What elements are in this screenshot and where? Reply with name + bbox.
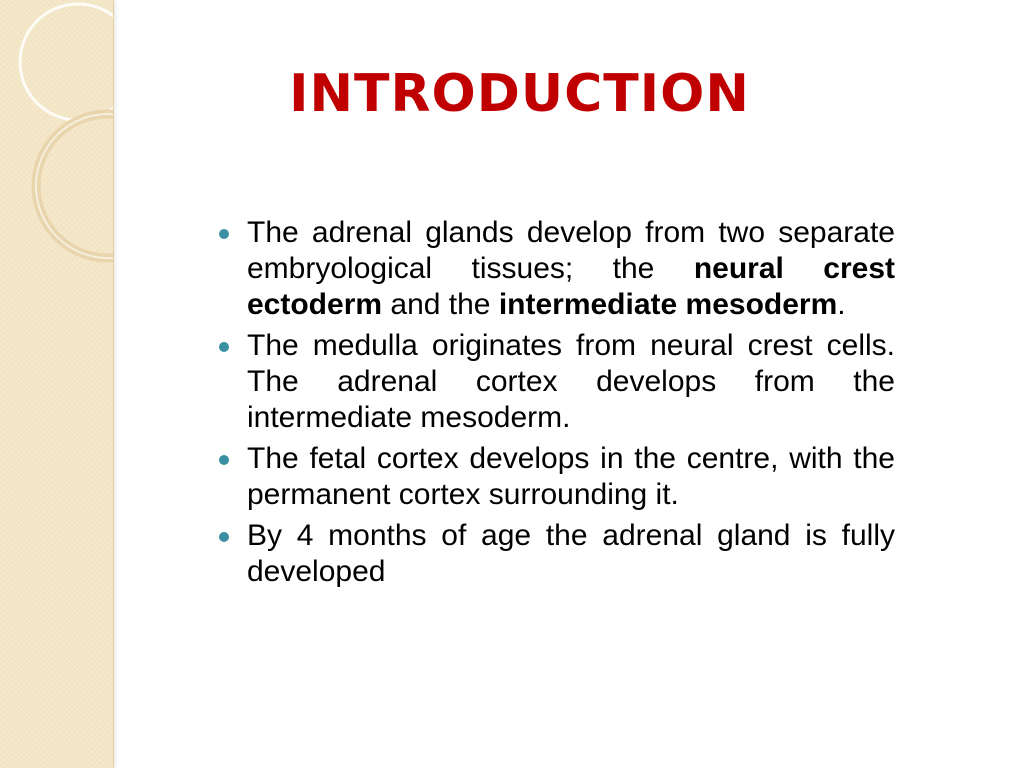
bullet-bold-text: neural crest ectoderm [247, 252, 895, 321]
bullet-item [213, 215, 895, 323]
bullet-text: . [837, 288, 846, 321]
bullet-text: By 4 months of age the adrenal gland is fully developed [247, 519, 895, 588]
decorative-circle-bottom [36, 114, 113, 258]
bullet-dot-icon [219, 342, 229, 352]
bullet-item [213, 328, 895, 436]
bullet-text: The adrenal glands develop from two separate embryological tissues; the [247, 216, 895, 285]
bullet-item [213, 518, 895, 590]
bullet-dot-icon [219, 229, 229, 239]
bullet-text: The fetal cortex develops in the centre, with the permanent cortex surrounding it. [247, 442, 895, 511]
slide-title: INTRODUCTION [289, 64, 750, 124]
bullet-text: The medulla originates from neural crest cells. The adrenal cortex develops from the intermediate mesoderm. [247, 329, 895, 434]
decorative-circle-bottom-highlight [36, 114, 113, 258]
bullet-dot-icon [219, 532, 229, 542]
bullet-bold-text: intermediate mesoderm [498, 288, 838, 321]
bullet-item [213, 441, 895, 513]
bullet-list [213, 215, 895, 595]
bullet-text: and the [382, 288, 499, 321]
bullet-dot-icon [219, 455, 229, 465]
